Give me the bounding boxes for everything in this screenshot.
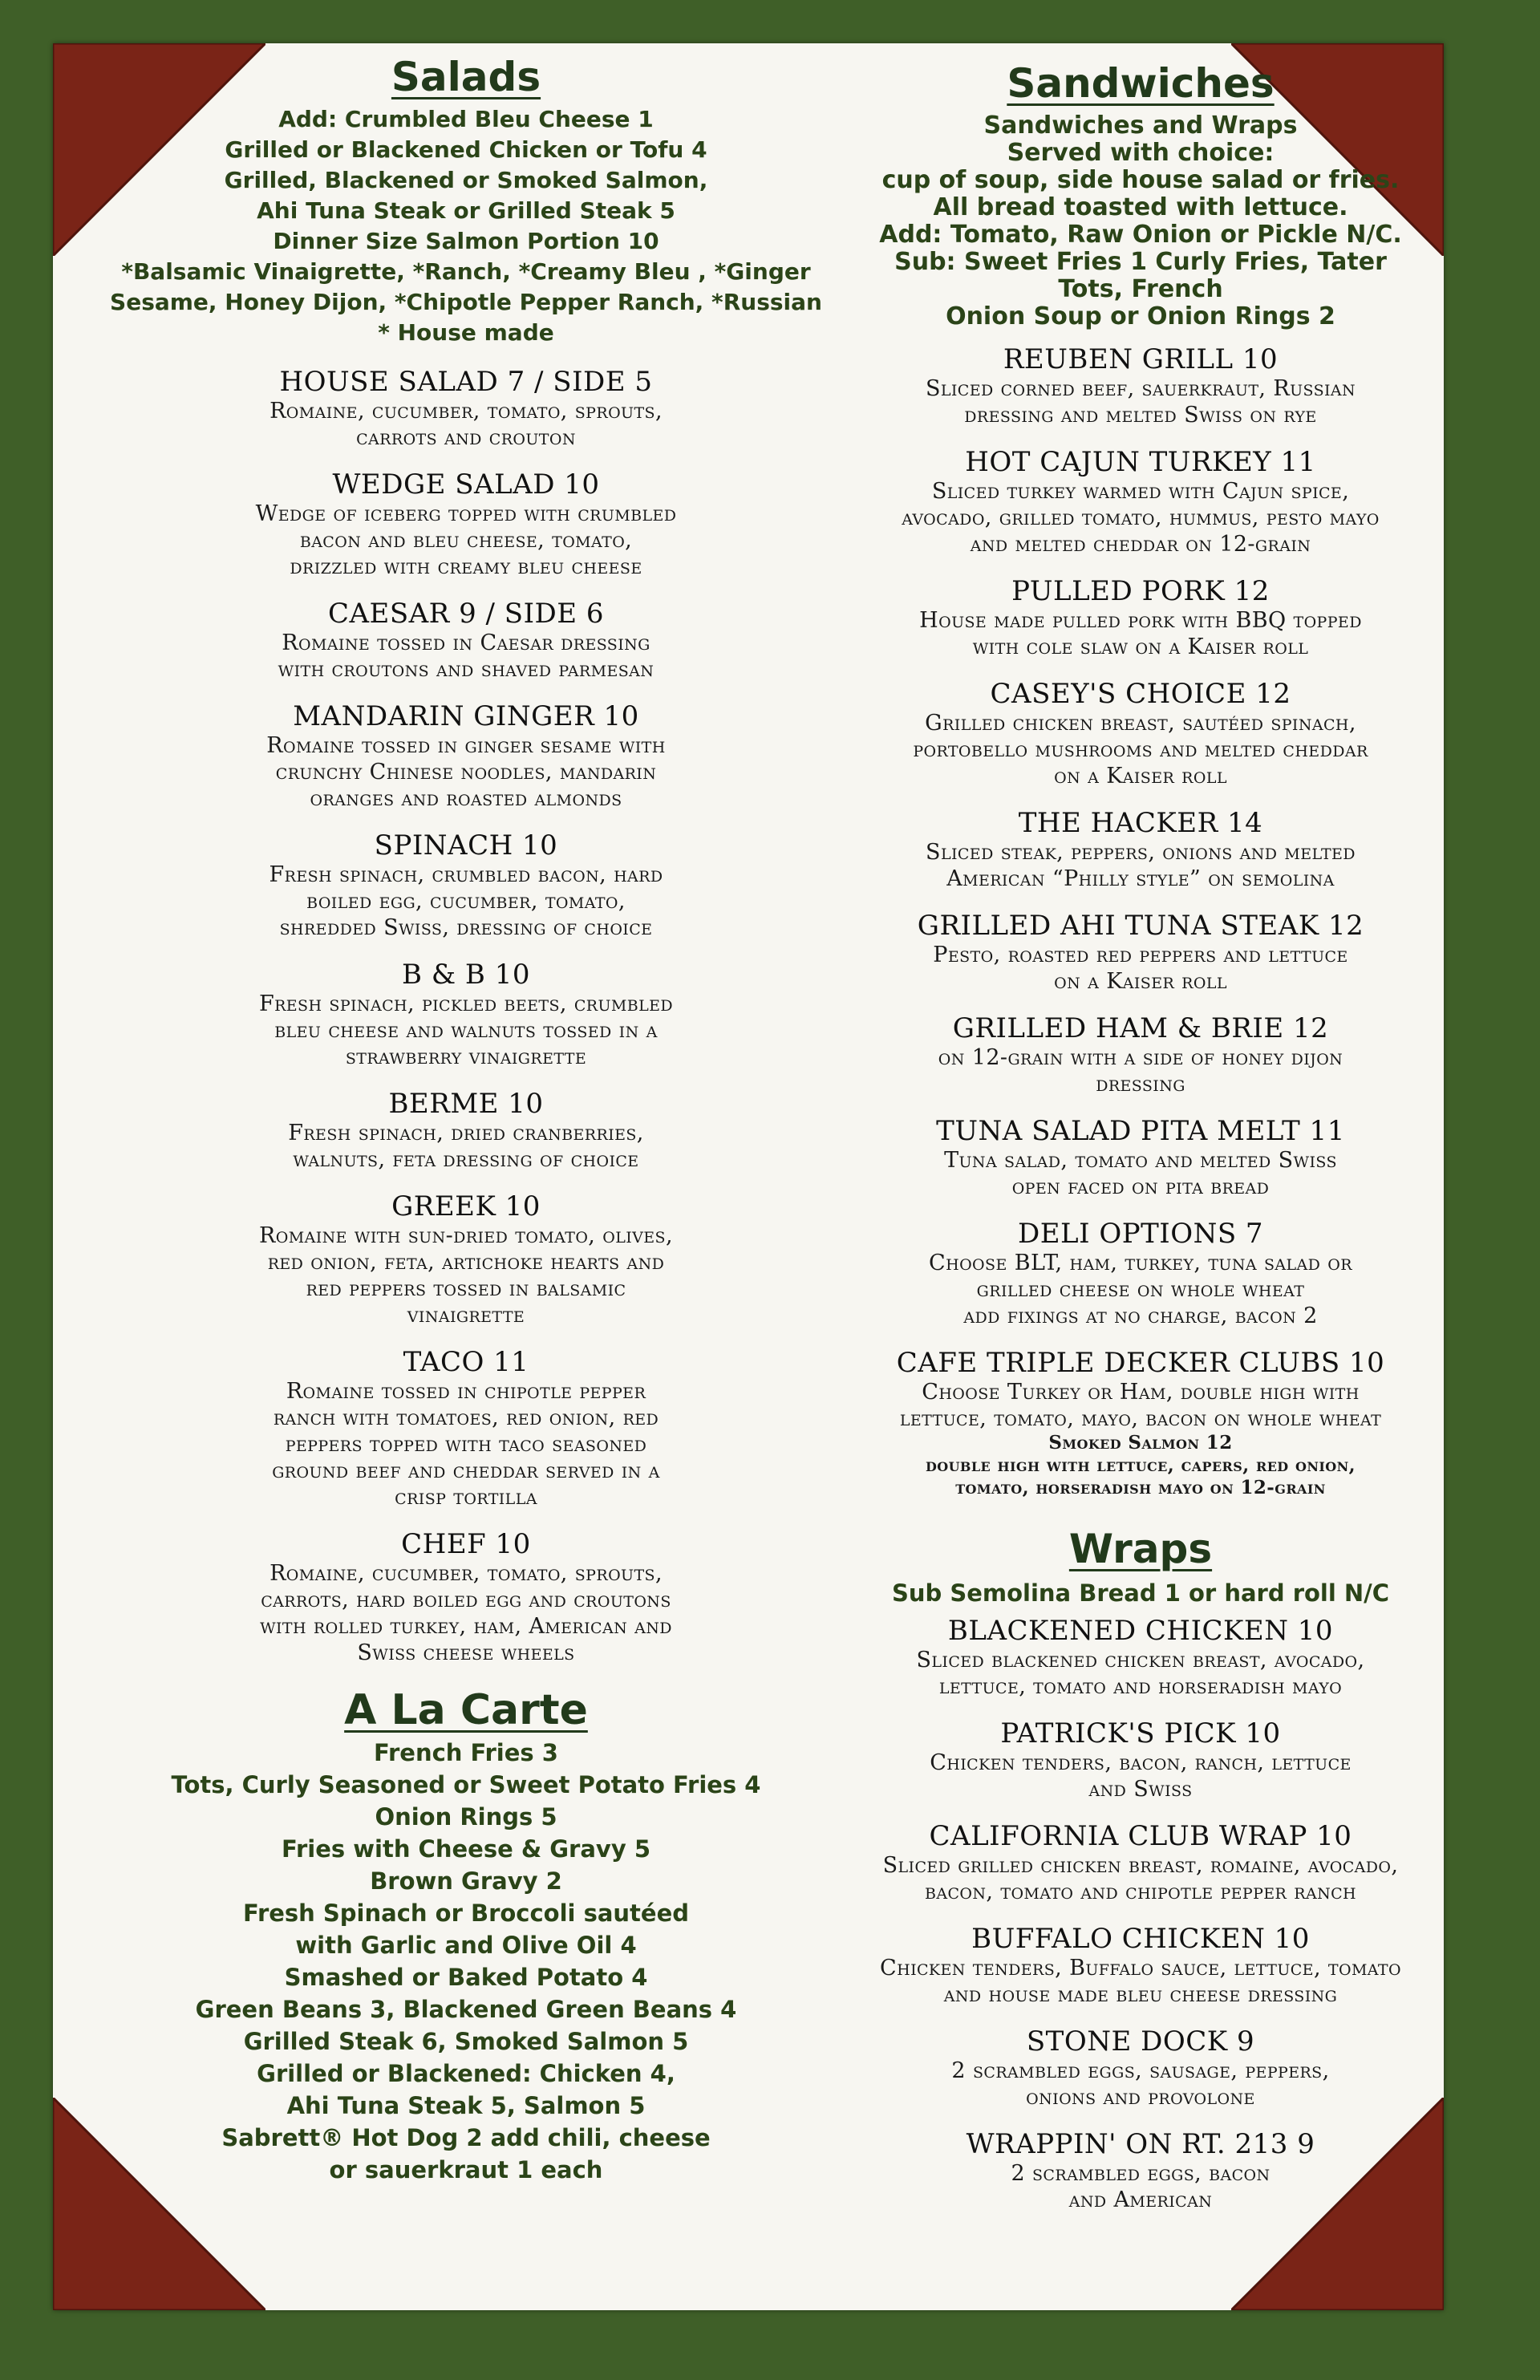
sandwich-item <box>860 678 1421 789</box>
salad-item-description: red onion, feta, artichoke hearts and <box>267 1250 665 1275</box>
salad-item-description: shredded Swiss, dressing of choice <box>279 915 653 940</box>
salad-item-description: Romaine, cucumber, tomato, sprouts, <box>270 399 663 424</box>
sandwich-item-description: lettuce, tomato, mayo, bacon on whole wheat <box>899 1406 1382 1431</box>
sandwich-item-name: CAFE TRIPLE DECKER CLUBS 10 <box>896 1347 1385 1379</box>
salad-item-name: CAESAR 9 / SIDE 6 <box>327 598 605 630</box>
sandwich-item-description: avocado, grilled tomato, hummus, pesto mayo <box>902 505 1380 530</box>
intro-line: All bread toasted with lettuce. <box>933 193 1348 221</box>
menu-paper <box>53 43 1444 2310</box>
sandwich-item-extra: Smoked Salmon 12 <box>1048 1432 1233 1454</box>
sandwich-item-description: Choose BLT, ham, turkey, tuna salad or <box>929 1251 1352 1275</box>
salad-item-description: vinaigrette <box>407 1303 525 1328</box>
salad-item-name: HOUSE SALAD 7 / SIDE 5 <box>279 366 653 398</box>
sandwich-item-description: on a Kaiser roll <box>1054 764 1227 789</box>
sandwiches-intro <box>860 112 1421 330</box>
salad-item-description: crunchy Chinese noodles, mandarin <box>275 760 657 785</box>
salad-item-description: drizzled with creamy bleu cheese <box>290 554 642 579</box>
addon-line: Dinner Size Salmon Portion 10 <box>273 228 659 254</box>
salads-list <box>101 366 831 1666</box>
sandwiches-list <box>860 343 1421 1499</box>
addon-line: * House made <box>378 319 554 346</box>
addon-line: Grilled or Blackened Chicken or Tofu 4 <box>225 136 707 163</box>
wrap-item-name: BLACKENED CHICKEN 10 <box>947 1615 1334 1647</box>
alacarte-line: Brown Gravy 2 <box>370 1867 562 1895</box>
salad-item-description: crisp tortilla <box>395 1485 537 1510</box>
wrap-item-description: and house made bleu cheese dressing <box>943 1982 1338 2007</box>
salad-item-description: boiled egg, cucumber, tomato, <box>306 889 626 914</box>
addon-line: *Balsamic Vinaigrette, *Ranch, *Creamy Bleu , *Ginger <box>121 258 811 285</box>
sandwich-item-name: CASEY'S CHOICE 12 <box>990 678 1291 710</box>
left-column <box>101 43 831 2186</box>
addon-line: Grilled, Blackened or Smoked Salmon, <box>224 167 708 193</box>
intro-line: Sub: Sweet Fries 1 Curly Fries, Tater Tots, French <box>894 248 1387 303</box>
alacarte-list <box>101 1737 831 2186</box>
addon-line: Sesame, Honey Dijon, *Chipotle Pepper Ranch, *Russian <box>110 289 822 315</box>
sandwich-item-name: REUBEN GRILL 10 <box>1003 343 1279 375</box>
salad-item <box>101 1190 831 1328</box>
sandwich-item-name: TUNA SALAD PITA MELT 11 <box>936 1115 1345 1147</box>
salad-item-name: CHEF 10 <box>401 1528 531 1560</box>
addon-line: Add: Crumbled Bleu Cheese 1 <box>278 106 654 132</box>
salad-item-description: Wedge of iceberg topped with crumbled <box>255 501 677 526</box>
sandwiches-title: Sandwiches <box>1007 60 1275 107</box>
sandwich-item-description: portobello mushrooms and melted cheddar <box>913 737 1368 762</box>
salad-item-description: carrots and crouton <box>356 425 576 450</box>
alacarte-line: Grilled Steak 6, Smoked Salmon 5 <box>243 2028 689 2055</box>
salad-item-description: Romaine tossed in chipotle pepper <box>286 1379 646 1404</box>
salad-item-description: Romaine tossed in Caesar dressing <box>282 630 650 655</box>
salad-item-description: bacon and bleu cheese, tomato, <box>299 528 633 553</box>
sandwich-item <box>860 807 1421 892</box>
salad-item <box>101 366 831 451</box>
salad-item-description: Fresh spinach, pickled beets, crumbled <box>258 991 674 1016</box>
intro-line: Onion Soup or Onion Rings 2 <box>946 302 1335 330</box>
wrap-item <box>860 2025 1421 2110</box>
salads-title: Salads <box>391 54 541 100</box>
wrap-item-name: BUFFALO CHICKEN 10 <box>971 1923 1310 1955</box>
salad-item-name: B & B 10 <box>402 959 530 991</box>
salad-item <box>101 598 831 683</box>
alacarte-line: or sauerkraut 1 each <box>329 2156 603 2183</box>
wraps-note: Sub Semolina Bread 1 or hard roll N/C <box>891 1579 1390 1607</box>
sandwich-item <box>860 1012 1421 1097</box>
salad-item <box>101 700 831 812</box>
salad-item-name: WEDGE SALAD 10 <box>332 468 600 501</box>
salad-item-description: bleu cheese and walnuts tossed in a <box>274 1018 658 1043</box>
salad-item-description: peppers topped with taco seasoned <box>285 1432 647 1457</box>
salad-item-description: Swiss cheese wheels <box>357 1640 575 1665</box>
salad-item-description: strawberry vinaigrette <box>345 1044 587 1069</box>
sandwich-item-description: add fixings at no charge, bacon 2 <box>963 1304 1318 1328</box>
wrap-item-description: Chicken tenders, Buffalo sauce, lettuce, tomato <box>880 1956 1401 1981</box>
salad-item-description: with croutons and shaved parmesan <box>278 657 654 682</box>
sandwich-item-description: grilled cheese on whole wheat <box>976 1277 1305 1302</box>
sandwich-item-description: open faced on pita bread <box>1011 1174 1270 1199</box>
salad-item-description: ranch with tomatoes, red onion, red <box>273 1405 659 1430</box>
sandwich-item <box>860 343 1421 428</box>
salad-item <box>101 829 831 941</box>
wraps-title: Wraps <box>1068 1526 1213 1572</box>
sandwich-item-description: with cole slaw on a Kaiser roll <box>972 635 1309 659</box>
addon-line: Ahi Tuna Steak or Grilled Steak 5 <box>257 197 675 224</box>
salad-item-description: with rolled turkey, ham, American and <box>260 1614 672 1639</box>
salad-item-description: red peppers tossed in balsamic <box>306 1276 626 1301</box>
wrap-item <box>860 1717 1421 1802</box>
alacarte-line: Fries with Cheese & Gravy 5 <box>282 1835 650 1863</box>
wrap-item-name: WRAPPIN' ON RT. 213 9 <box>966 2128 1315 2160</box>
sandwich-item-description: Pesto, roasted red peppers and lettuce <box>933 943 1348 967</box>
wrap-item-description: bacon, tomato and chipotle pepper ranch <box>924 1879 1357 1904</box>
sandwich-item <box>860 1347 1421 1499</box>
alacarte-title: A La Carte <box>344 1686 588 1734</box>
sandwich-item-description: Sliced turkey warmed with Cajun spice, <box>931 479 1350 504</box>
wrap-item-name: PATRICK'S PICK 10 <box>1000 1717 1281 1750</box>
sandwich-item <box>860 446 1421 557</box>
sandwich-item-description: on 12-grain with a side of honey dijon <box>938 1045 1343 1070</box>
sandwich-item-extra: tomato, horseradish mayo on 12-grain <box>955 1477 1326 1498</box>
sandwich-item <box>860 910 1421 995</box>
wraps-list <box>860 1615 1421 2213</box>
wrap-item-name: CALIFORNIA CLUB WRAP 10 <box>929 1820 1352 1852</box>
salads-addons <box>101 104 831 348</box>
wrap-item-description: 2 scrambled eggs, sausage, peppers, <box>951 2058 1330 2083</box>
salad-item-description: walnuts, feta dressing of choice <box>293 1147 639 1172</box>
salad-item <box>101 1088 831 1173</box>
sandwich-item-description: Grilled chicken breast, sautéed spinach, <box>925 711 1356 736</box>
intro-line: Add: Tomato, Raw Onion or Pickle N/C. <box>879 221 1402 249</box>
salad-item <box>101 468 831 580</box>
sandwich-item-name: DELI OPTIONS 7 <box>1017 1218 1264 1250</box>
sandwich-item <box>860 1115 1421 1200</box>
salad-item-description: Romaine tossed in ginger sesame with <box>266 733 666 758</box>
sandwich-item-description: on a Kaiser roll <box>1054 969 1227 994</box>
salad-item-name: GREEK 10 <box>391 1190 541 1222</box>
sandwich-item-description: Sliced corned beef, sauerkraut, Russian <box>925 376 1356 401</box>
intro-line: cup of soup, side house salad or fries. <box>881 166 1400 194</box>
alacarte-line: Grilled or Blackened: Chicken 4, <box>257 2060 675 2087</box>
wrap-item-description: onions and provolone <box>1026 2085 1255 2110</box>
alacarte-line: Sabrett® Hot Dog 2 add chili, cheese <box>221 2124 711 2151</box>
salad-item-description: Fresh spinach, dried cranberries, <box>288 1121 644 1145</box>
salad-item-description: Fresh spinach, crumbled bacon, hard <box>269 862 663 887</box>
salad-item <box>101 1528 831 1666</box>
sandwich-item-description: House made pulled pork with BBQ topped <box>919 608 1362 633</box>
sandwich-item-description: Tuna salad, tomato and melted Swiss <box>944 1148 1337 1173</box>
sandwich-item <box>860 1218 1421 1329</box>
sandwich-item-description: Choose Turkey or Ham, double high with <box>922 1380 1360 1405</box>
alacarte-line: Ahi Tuna Steak 5, Salmon 5 <box>286 2092 646 2119</box>
salad-item-description: carrots, hard boiled egg and croutons <box>261 1587 671 1612</box>
salad-item <box>101 1346 831 1510</box>
alacarte-line: Smashed or Baked Potato 4 <box>284 1964 648 1991</box>
wrap-item <box>860 1615 1421 1700</box>
wrap-item <box>860 1820 1421 1905</box>
salad-item-description: oranges and roasted almonds <box>310 786 622 811</box>
sandwich-item <box>860 575 1421 660</box>
wrap-item-name: STONE DOCK 9 <box>1026 2025 1255 2058</box>
alacarte-line: Tots, Curly Seasoned or Sweet Potato Fries 4 <box>171 1771 761 1798</box>
sandwich-item-extra: double high with lettuce, capers, red onion, <box>925 1454 1356 1476</box>
salad-item-description: Romaine, cucumber, tomato, sprouts, <box>270 1561 663 1586</box>
alacarte-line: French Fries 3 <box>374 1739 558 1766</box>
sandwich-item-name: GRILLED AHI TUNA STEAK 12 <box>917 910 1364 942</box>
wrap-item-description: 2 scrambled eggs, bacon <box>1011 2161 1270 2186</box>
alacarte-line: Onion Rings 5 <box>375 1803 557 1831</box>
sandwich-item-name: GRILLED HAM & BRIE 12 <box>952 1012 1329 1044</box>
sandwich-item-description: dressing and melted Swiss on rye <box>964 403 1317 428</box>
salad-item-name: BERME 10 <box>388 1088 544 1120</box>
wrap-item-description: Chicken tenders, bacon, ranch, lettuce <box>930 1750 1352 1775</box>
alacarte-line: Green Beans 3, Blackened Green Beans 4 <box>195 1996 737 2023</box>
sandwich-item-name: THE HACKER 14 <box>1018 807 1263 839</box>
wrap-item <box>860 1923 1421 2008</box>
wrap-item <box>860 2128 1421 2213</box>
sandwich-item-description: Sliced steak, peppers, onions and melted <box>926 840 1356 865</box>
wrap-item-description: Sliced blackened chicken breast, avocado, <box>916 1648 1365 1672</box>
wrap-item-description: and Swiss <box>1088 1777 1193 1802</box>
intro-line: Sandwiches and Wraps <box>983 111 1298 140</box>
salad-item-name: SPINACH 10 <box>374 829 558 862</box>
alacarte-line: with Garlic and Olive Oil 4 <box>295 1932 637 1959</box>
right-column <box>860 43 1421 2213</box>
salad-item-name: TACO 11 <box>403 1346 529 1378</box>
intro-line: Served with choice: <box>1007 139 1275 167</box>
sandwich-item-name: PULLED PORK 12 <box>1011 575 1270 607</box>
salad-item <box>101 959 831 1070</box>
wrap-item-description: Sliced grilled chicken breast, romaine, avocado, <box>882 1853 1399 1878</box>
wrap-item-description: and American <box>1068 2187 1213 2212</box>
wrap-item-description: lettuce, tomato and horseradish mayo <box>938 1674 1343 1699</box>
salad-item-name: MANDARIN GINGER 10 <box>293 700 639 732</box>
alacarte-line: Fresh Spinach or Broccoli sautéed <box>242 1900 690 1927</box>
sandwich-item-name: HOT CAJUN TURKEY 11 <box>965 446 1316 478</box>
sandwich-item-description: dressing <box>1096 1072 1185 1097</box>
salad-item-description: Romaine with sun-dried tomato, olives, <box>259 1223 673 1248</box>
sandwich-item-description: American “Philly style” on semolina <box>946 866 1335 891</box>
sandwich-item-description: and melted cheddar on 12-grain <box>970 532 1311 557</box>
salad-item-description: ground beef and cheddar served in a <box>272 1458 660 1483</box>
